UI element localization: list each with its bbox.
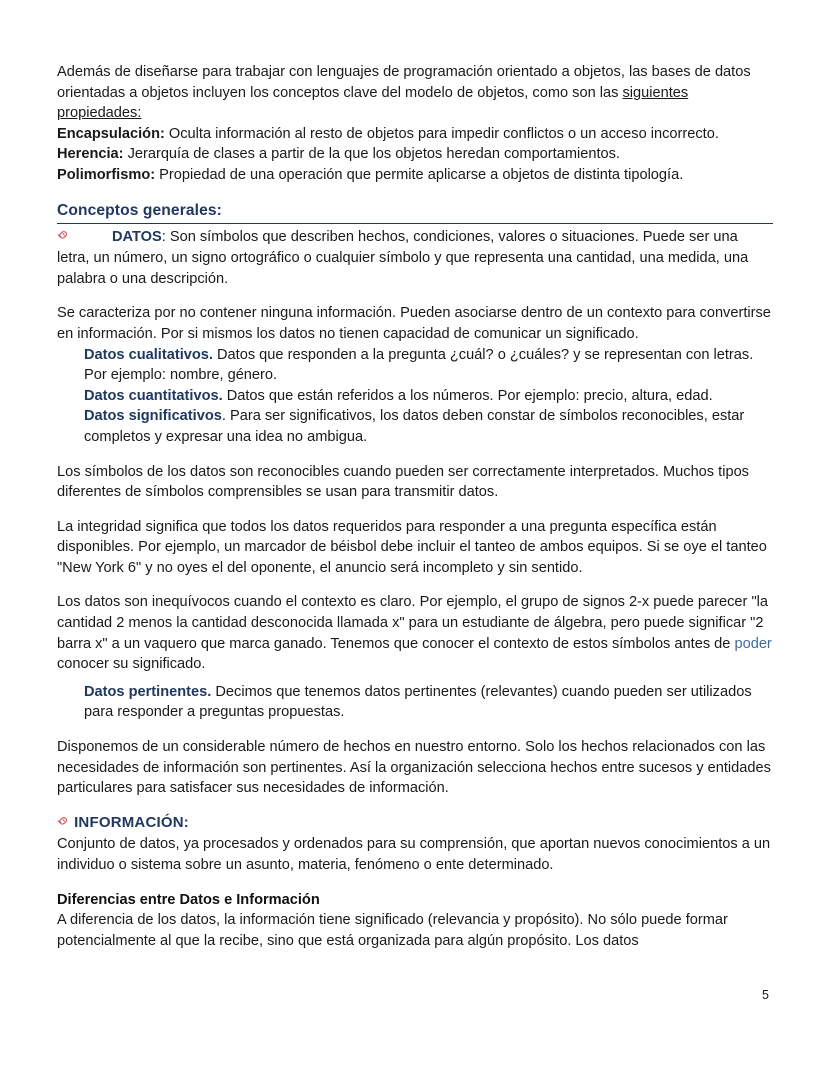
paragraph-caracteriza: Se caracteriza por no contener ninguna información. Pueden asociarse dentro de un contexto para convertirse en información. Por si mismos los datos no tienen capacidad de comunicar un significado. [57,305,771,342]
intro-paragraph [57,62,773,124]
paragraph-inequivocos [57,592,773,674]
spacer [57,186,773,200]
paragraph-disponemos: Disponemos de un considerable número de hechos en nuestro entorno. Solo los hechos relacionados con las necesidades de información son pertinentes. Así la organización selecciona hechos entre sucesos y entidades particulares para satisfacer sus necesidades de información. [57,739,771,797]
item-datos-pertinentes [57,682,773,723]
paragraph-diferencias: A diferencia de los datos, la información tiene significado (relevancia y propósito). No sólo puede formar potencialmente al que la recibe, sino que está organizada para algún propósito. Los datos [57,912,728,949]
page-content [57,62,773,951]
spacer [57,578,773,592]
term-datos-pertinentes: Datos pertinentes. [84,683,212,700]
heading-divider-rule [57,223,773,224]
paragraph-integridad: La integridad significa que todos los datos requeridos para responder a una pregunta específica están disponibles. Por ejemplo, un marcador de béisbol debe incluir el tanteo de ambos equipos. Si se oye el tanteo "New York 6" y no oyes el del oponente, el anuncio será incompleto y sin sentido. [57,518,767,576]
term-polimorfismo: Polimorfismo: [57,166,156,183]
paragraph-inequivocos-text-b: conocer su significado. [57,656,206,673]
spacer [57,448,773,462]
term-datos-cualitativos: Datos cualitativos. [84,346,213,363]
term-datos-cuantitativos: Datos cuantitativos. [84,387,223,404]
paragraph-simbolos: Los símbolos de los datos son reconocibles cuando pueden ser correctamente interpretados. Muchos tipos diferentes de símbolos comprensibles se usan para transmitir datos. [57,463,749,501]
spacer [57,876,773,890]
section-heading-diferencias: Diferencias entre Datos e Información [57,891,320,908]
page-number: 5 [762,988,769,1002]
section-heading-informacion [57,813,773,835]
paragraph-informacion: Conjunto de datos, ya procesados y ordenados para su comprensión, que aportan nuevos conocimientos a un individuo o sistema sobre un asunto, materia, fenómeno o ente determinado. [57,836,771,873]
link-poder[interactable]: poder [734,635,772,652]
term-datos-colon: : [161,228,166,245]
paragraph-inequivocos-text-a: Los datos son inequívocos cuando el contexto es claro. Por ejemplo, el grupo de signos 2-x puede parecer "la cantidad 2 menos la cantidad desconocida llamada x" para un estudiante de álgebra, pero puede significar "2 barra x" a un vaquero que marca ganado. Tenemos que conocer el contexto de estos símbolos antes de [57,594,768,652]
term-datos-significativos-text: . Para ser significativos, los datos deben constar de símbolos reconocibles, estar completos y expresar una idea no ambigua. [84,408,745,445]
spacer [57,503,773,517]
term-datos-pertinentes-text: Decimos que tenemos datos pertinentes (relevantes) cuando pueden ser utilizados para responder a preguntas propuestas. [84,683,752,721]
spacer [57,289,773,303]
spacer [57,723,773,737]
term-datos: DATOS [112,228,162,245]
intro-item-polimorfismo [57,165,773,186]
heading-informacion-label: INFORMACIÓN: [74,813,189,831]
term-datos-significativos: Datos significativos [84,408,222,425]
intro-paragraph-text: Además de diseñarse para trabajar con lenguajes de programación orientado a objetos, las bases de datos orientadas a objetos incluyen los conceptos clave del modelo de objetos, como son las [57,64,751,101]
item-datos-cualitativos [57,345,773,386]
term-datos-text: Son símbolos que describen hechos, condiciones, valores o situaciones. Puede ser una letra, un número, un signo ortográfico o cualquier símbolo y que representa una cantidad, una medida, una palabra o una descripción. [57,228,749,287]
intro-item-herencia [57,144,773,165]
item-datos-cuantitativos [57,386,773,407]
item-datos-significativos [57,406,773,447]
spacer [57,675,773,682]
intro-item-encapsulacion [57,124,773,145]
term-datos-cualitativos-text: Datos que responden a la pregunta ¿cuál? o ¿cuáles? y se representan con letras. Por ejemplo: nombre, género. [84,346,754,384]
intro-paragraph-underlined: siguientes propiedades: [57,84,689,122]
term-herencia: Herencia: [57,146,124,163]
term-polimorfismo-text: Propiedad de una operación que permite aplicarse a objetos de distinta tipología. [155,166,684,183]
section-heading-conceptos-generales: Conceptos generales: [57,201,222,219]
datos-definition-paragraph [57,227,773,290]
red-hand-pointer-bullet-icon [57,228,70,249]
term-datos-cuantitativos-text: Datos que están referidos a los números. Por ejemplo: precio, altura, edad. [222,387,713,404]
red-hand-pointer-bullet-icon [57,814,70,835]
spacer [57,799,773,813]
term-encapsulacion: Encapsulación: [57,125,165,142]
term-encapsulacion-text: Oculta información al resto de objetos para impedir conflictos o un acceso incorrecto. [164,125,719,142]
term-herencia-text: Jerarquía de clases a partir de la que los objetos heredan comportamientos. [123,146,620,163]
